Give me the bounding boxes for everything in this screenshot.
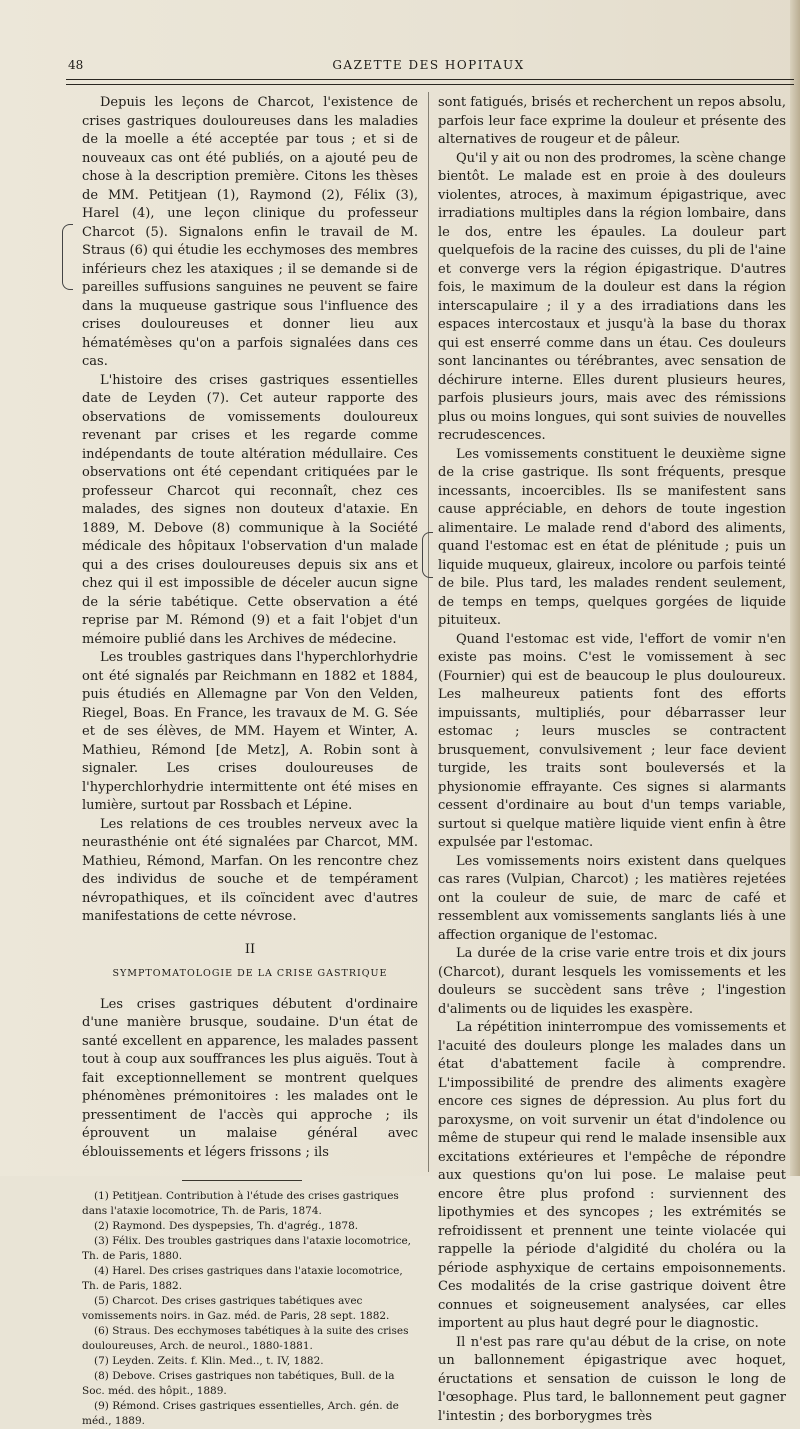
footnote: (9) Rémond. Crises gastriques essentielles, Arch. gén. de méd., 1889. (82, 1400, 399, 1427)
section-title: SYMPTOMATOLOGIE DE LA CRISE GASTRIQUE (112, 968, 388, 979)
paragraph: Les relations de ces troubles nerveux avec la neurasthénie ont été signalées par Charcot, MM. Mathieu, Rémond, Marfan. On les rencontre chez des individus de souche et de tempérament névropathiques, et ils coïncident avec d'autres manifestations de cette névrose. (82, 816, 418, 924)
footnote: (6) Straus. Des ecchymoses tabétiques à la suite des crises douloureuses, Arch. de neurol., 1880-1881. (82, 1325, 409, 1352)
footnote: (8) Debove. Crises gastriques non tabétiques, Bull. de la Soc. méd. des hôpit., 1889. (82, 1370, 395, 1397)
paragraph: Les crises gastriques débutent d'ordinaire d'une manière brusque, soudaine. D'un état de santé excellent en apparence, les malades passent tout à coup aux souffrances les plus aiguës. Tout à fait exceptionnellement se montrent quelques phénomènes prémonitoires : les malades ont le pressentiment de l'accès qui approche ; ils éprouvent un malaise général avec éblouissements et légers frissons ; ils (82, 996, 418, 1160)
page-edge (790, 0, 800, 1176)
paragraph: La durée de la crise varie entre trois et dix jours (Charcot), durant lesquels les vomissements et les douleurs se succèdent sans trêve ; l'ingestion d'aliments ou de liquides les exaspère. (438, 946, 786, 1017)
paragraph: Les vomissements noirs existent dans quelques cas rares (Vulpian, Charcot) ; les matières rejetées ont la couleur de suie, de marc de café et ressemblent aux vomissements sanglants liés à une affection organique de l'estomac. (438, 853, 786, 943)
right-column (438, 94, 786, 1426)
paragraph: Qu'il y ait ou non des prodromes, la scène change bientôt. Le malade est en proie à des douleurs violentes, atroces, à maximum épigastrique, avec irradiations multiples dans la région lombaire, dans le dos, entre les épaules. La douleur part quelquefois de la racine des cuisses, du pli de l'aine et converge vers la région épigastrique. D'autres fois, le maximum de la douleur est dans la région interscapulaire ; il y a des irradiations dans les espaces intercostaux et jusqu'à la base du thorax qui est enserré comme dans un étau. Ces douleurs sont lancinantes ou térébrantes, avec sensation de déchirure interne. Elles durent plusieurs heures, parfois plusieurs jours, mais avec des rémissions plus ou moins longues, qui sont suivies de nouvelles recrudescences. (438, 150, 786, 443)
footnote: (1) Petitjean. Contribution à l'étude des crises gastriques dans l'ataxie locomotrice, Th. de Paris, 1874. (82, 1190, 399, 1217)
page-number: 48 (68, 58, 84, 72)
page-header (66, 58, 791, 80)
footnote: (3) Félix. Des troubles gastriques dans l'ataxie locomotrice, Th. de Paris, 1880. (82, 1235, 412, 1262)
footnote-rule (182, 1180, 302, 1181)
footnotes (82, 1189, 418, 1429)
footnote: (2) Raymond. Des dyspepsies, Th. d'agrég., 1878. (94, 1220, 359, 1232)
footnote: (4) Harel. Des crises gastriques dans l'ataxie locomotrice, Th. de Paris, 1882. (82, 1265, 403, 1292)
paragraph: Il n'est pas rare qu'au début de la crise, on note un ballonnement épigastrique avec hoquet, éructations et sensation de cuisson le long de l'œsophage. Plus tard, le ballonnement peut gagner l'intestin ; des borborygmes très (438, 1334, 786, 1424)
journal-title: GAZETTE DES HOPITAUX (332, 58, 525, 72)
footnote: (7) Leyden. Zeits. f. Klin. Med.., t. IV, 1882. (94, 1355, 324, 1367)
margin-bracket-mark (422, 532, 433, 578)
section-number: II (244, 941, 256, 957)
paragraph: Les troubles gastriques dans l'hyperchlorhydrie ont été signalés par Reichmann en 1882 et 1884, puis étudiés en Allemagne par Von den Velden, Riegel, Boas. En France, les travaux de M. G. Sée et de ses élèves, de MM. Hayem et Winter, A. Mathieu, Rémond [de Metz], A. Robin sont à signaler. Les crises douloureuses de l'hyperchlorhydrie intermittente ont été mises en lumière, surtout par Rossbach et Lépine. (82, 650, 418, 813)
margin-bracket-mark (62, 224, 73, 290)
paragraph: L'histoire des crises gastriques essentielles date de Leyden (7). Cet auteur rapporte des observations de vomissements douloureux revenant par crises et les regarde comme indépendants de toute altération médullaire. Ces observations ont été cependant critiquées par le professeur Charcot qui reconnaît, chez ces malades, des signes non douteux d'ataxie. En 1889, M. Debove (8) communique à la Société médicale des hôpitaux l'observation d'un malade qui a des crises douloureuses depuis six ans et chez qui il est impossible de déceler aucun signe de la série tabétique. Cette observation a été reprise par M. Rémond (9) et a fait l'objet d'un mémoire publié dans les Archives de médecine. (82, 372, 418, 647)
left-column (82, 94, 418, 1429)
header-rule-thin (66, 84, 794, 85)
footnote: (5) Charcot. Des crises gastriques tabétiques avec vomissements noirs. in Gaz. méd. de Paris, 28 sept. 1882. (82, 1295, 390, 1322)
paragraph: sont fatigués, brisés et recherchent un repos absolu, parfois leur face exprime la douleur et présente des alternatives de rougeur et de pâleur. (438, 95, 786, 147)
header-rule-thick (66, 79, 794, 80)
paragraph: Les vomissements constituent le deuxième signe de la crise gastrique. Ils sont fréquents, presque incessants, incoercibles. Ils se manifestent sans cause appréciable, en dehors de toute ingestion alimentaire. Le malade rend d'abord des aliments, quand l'estomac est en état de plénitude ; puis un liquide muqueux, glaireux, incolore ou parfois teinté de bile. Plus tard, les malades rendent seulement, de temps en temps, quelques gorgées de liquide pituiteux. (438, 446, 786, 628)
column-divider (428, 92, 429, 1172)
paragraph: Depuis les leçons de Charcot, l'existence de crises gastriques douloureuses dans les maladies de la moelle a été acceptée par tous ; et si de nouveaux cas ont été publiés, on a ajouté peu de chose à la description première. Citons les thèses de MM. Petitjean (1), Raymond (2), Félix (3), Harel (4), une leçon clinique du professeur Charcot (5). Signalons enfin le travail de M. Straus (6) qui étudie les ecchymoses des membres inférieurs chez les ataxiques ; il se demande si de pareilles suffusions sanguines ne peuvent se faire dans la muqueuse gastrique sous l'influence des crises douloureuses et donner lieu aux hématémèses qu'on a parfois signalées dans ces cas. (82, 95, 418, 369)
paragraph: Quand l'estomac est vide, l'effort de vomir n'en existe pas moins. C'est le vomissement à sec (Fournier) qui est de beaucoup le plus douloureux. Les malheureux patients font des efforts impuissants, multipliés, pour débarrasser leur estomac ; leurs muscles se contractent brusquement, convulsivement ; leur face devient turgide, les traits sont bouleversés et la physionomie effrayante. Ces signes si alarmants cessent d'ordinaire au bout d'un temps variable, surtout si quelque matière liquide vient enfin à être expulsée par l'estomac. (438, 631, 786, 850)
paragraph: La répétition ininterrompue des vomissements et l'acuité des douleurs plonge les malades dans un état d'abattement facile à comprendre. L'impossibilité de prendre des aliments exagère encore ces signes de dépression. Au plus fort du paroxysme, on voit survenir un état d'indolence ou même de stupeur qui rend le malade insensible aux excitations extérieures et l'empêche de répondre aux questions qu'on lui pose. Le malaise peut encore être plus profond : surviennent des lipothymies et des syncopes ; les extrémités se refroidissent et prennent une teinte violacée qui rappelle la période d'algidité du choléra ou la période asphyxique de certains empoisonnements. Ces modalités de la crise gastrique doivent être connues et soigneusement analysées, car elles importent au plus haut degré pour le diagnostic. (438, 1020, 786, 1331)
